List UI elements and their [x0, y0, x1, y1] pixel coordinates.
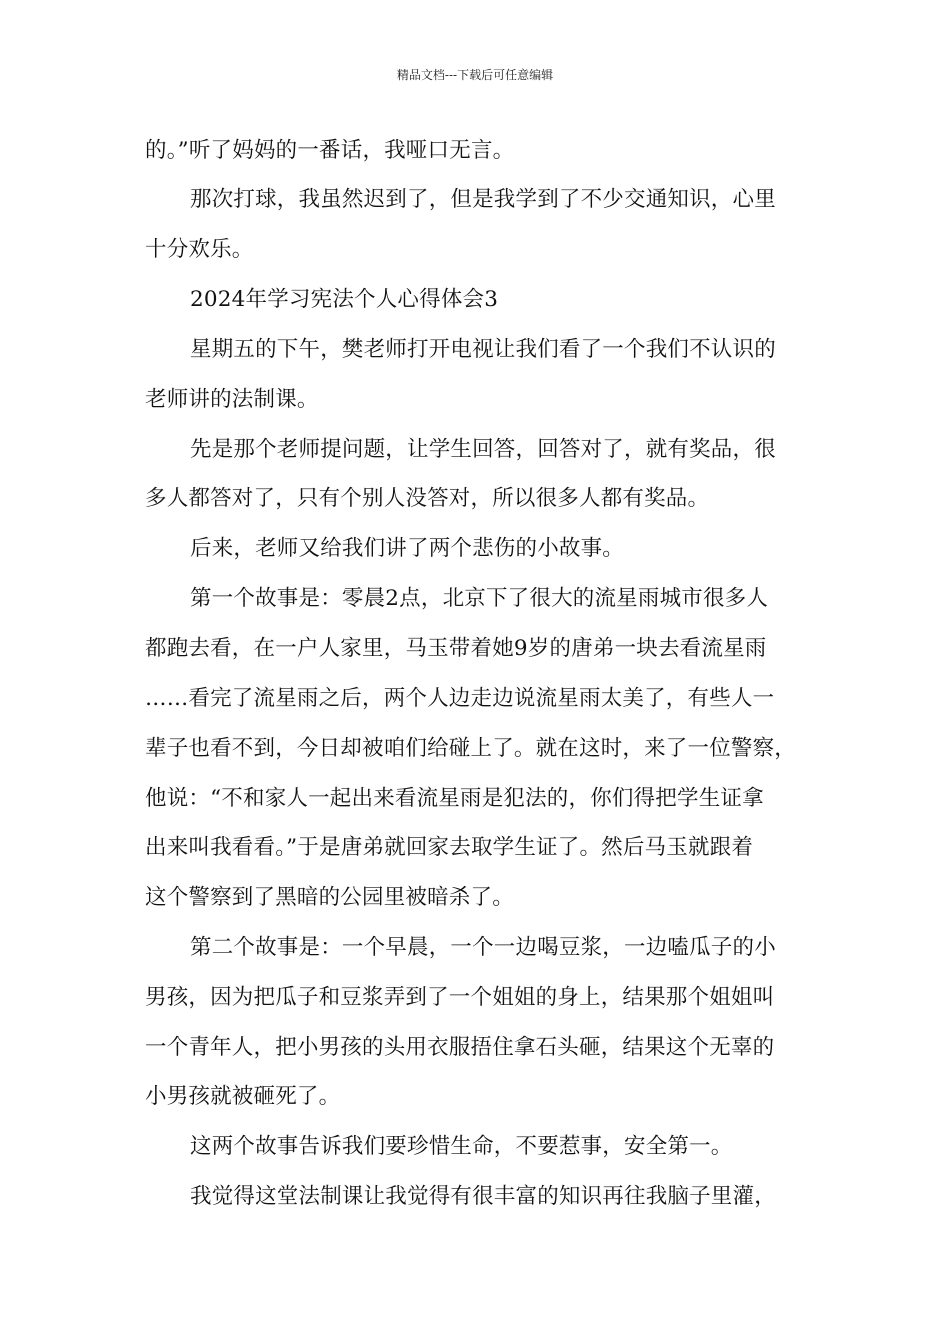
text-line: 我觉得这堂法制课让我觉得有很丰富的知识再往我脑子里灌，	[190, 1184, 776, 1209]
text-line: 星期五的下午，樊老师打开电视让我们看了一个我们不认识的	[190, 337, 776, 362]
text-line: 这两个故事告诉我们要珍惜生命，不要惹事，安全第一。	[190, 1134, 733, 1159]
text-line: 第一个故事是：零晨2点，北京下了很大的流星雨城市很多人	[190, 586, 769, 611]
text-line: 小男孩就被砸死了。	[145, 1084, 341, 1109]
text-line: 他说：“不和家人一起出来看流星雨是犯法的，你们得把学生证拿	[145, 786, 764, 811]
text-line: 一个青年人，把小男孩的头用衣服捂住拿石头砸，结果这个无辜的	[145, 1035, 775, 1060]
text-line: 第二个故事是：一个早晨，一个一边喝豆浆，一边嗑瓜子的小	[190, 935, 776, 960]
text-line: 老师讲的法制课。	[145, 387, 319, 412]
text-line: 男孩，因为把瓜子和豆浆弄到了一个姐姐的身上，结果那个姐姐叫	[145, 985, 775, 1010]
text-line: 都跑去看，在一户人家里，马玉带着她9岁的唐弟一块去看流星雨	[145, 636, 767, 661]
text-line: 这个警察到了黑暗的公园里被暗杀了。	[145, 885, 514, 910]
text-line: 的。”听了妈妈的一番话，我哑口无言。	[145, 138, 515, 163]
text-line: 辈子也看不到，今日却被咱们给碰上了。就在这时，来了一位警察，	[145, 736, 797, 761]
text-line: 先是那个老师提问题，让学生回答，回答对了，就有奖品，很	[190, 437, 776, 462]
text-line: 后来，老师又给我们讲了两个悲伤的小故事。	[190, 536, 625, 561]
text-line: 那次打球，我虽然迟到了，但是我学到了不少交通知识，心里	[190, 187, 776, 212]
text-line: 出来叫我看看。”于是唐弟就回家去取学生证了。然后马玉就跟着	[145, 835, 754, 860]
section-heading: 2024年学习宪法个人心得体会3	[190, 287, 499, 312]
text-line: ……看完了流星雨之后，两个人边走边说流星雨太美了，有些人一	[145, 686, 775, 711]
text-line: 多人都答对了，只有个别人没答对，所以很多人都有奖品。	[145, 486, 710, 511]
text-line: 十分欢乐。	[145, 237, 254, 262]
page-header: 精品文档---下载后可任意编辑	[396, 68, 554, 82]
